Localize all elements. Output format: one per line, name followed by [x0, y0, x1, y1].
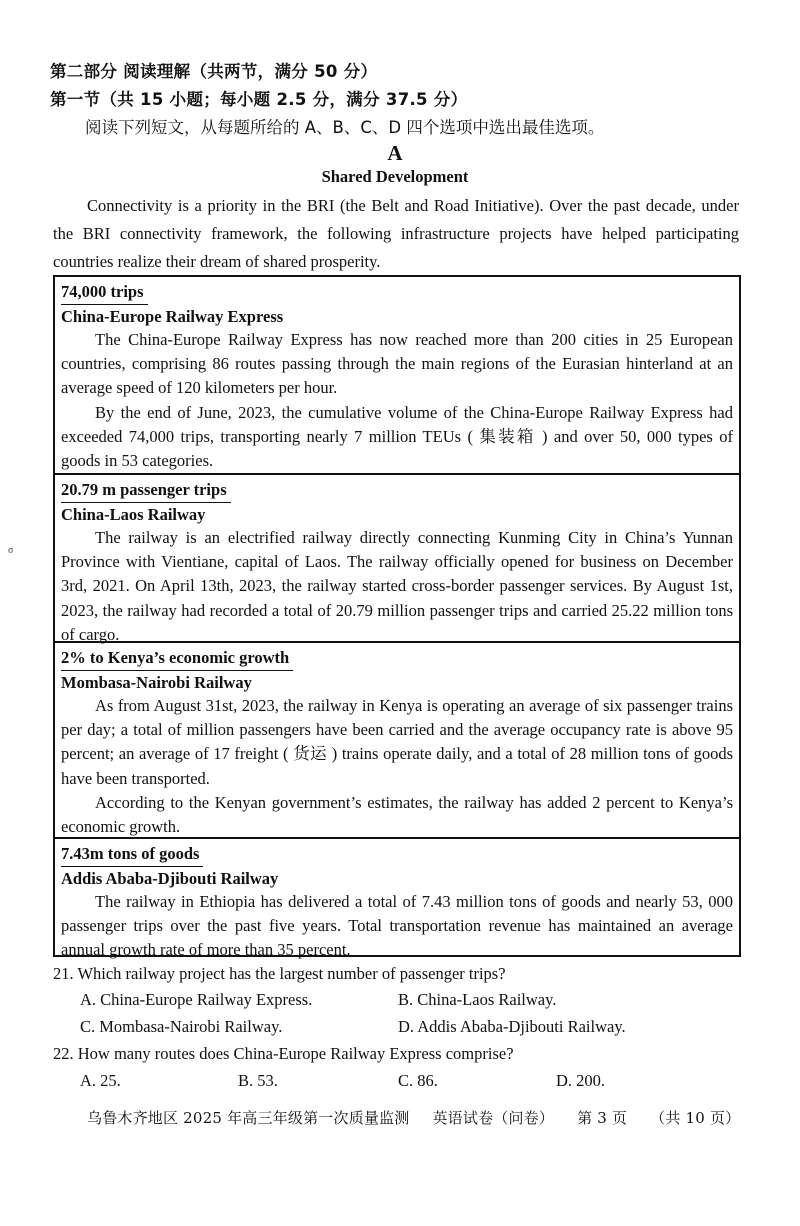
footer-paper: 英语试卷（问卷）	[432, 1109, 555, 1127]
section-addis-djibouti	[55, 837, 739, 960]
q21-option-d[interactable]: D. Addis Ababa-Djibouti Railway.	[398, 1017, 626, 1036]
section-tag: 2% to Kenya’s economic growth	[61, 646, 293, 671]
part-title: 第二部分 阅读理解（共两节，满分 50 分）	[50, 62, 378, 81]
section-title: 第一节（共 15 小题；每小题 2.5 分，满分 37.5 分）	[50, 90, 468, 109]
instruction: 阅读下列短文，从每题所给的 A、B、C、D 四个选项中选出最佳选项。	[85, 118, 605, 137]
section-paragraph: According to the Kenyan government’s estimates, the railway has added 2 percent to Kenya’s economic growth.	[61, 792, 733, 837]
question-text: Which railway project has the largest number of passenger trips?	[77, 964, 506, 983]
question-22	[53, 1044, 514, 1064]
q22-option-c[interactable]: C. 86.	[398, 1071, 438, 1090]
section-name: China-Europe Railway Express	[61, 307, 284, 326]
passage-title: Shared Development	[321, 167, 469, 186]
footer-exam-name: 乌鲁木齐地区 2025 年高三年级第一次质量监测	[87, 1109, 410, 1127]
footer-page: 第 3 页	[577, 1109, 628, 1127]
section-china-laos	[55, 473, 739, 644]
q22-option-b[interactable]: B. 53.	[238, 1071, 278, 1090]
section-china-europe	[55, 277, 739, 473]
question-text: How many routes does China-Europe Railway Express comprise?	[77, 1044, 514, 1063]
section-paragraph: The railway in Ethiopia has delivered a total of 7.43 million tons of goods and nearly 53, 000 passenger trips over the past five years. Total transportation revenue has maintained an average annual growth rate of more than 35 percent.	[61, 892, 733, 960]
info-box	[53, 275, 741, 960]
question-21	[53, 964, 506, 984]
passage-letter: A	[387, 141, 403, 165]
q21-option-a[interactable]: A. China-Europe Railway Express.	[80, 990, 313, 1009]
section-tag: 20.79 m passenger trips	[61, 478, 231, 503]
section-name: Addis Ababa-Djibouti Railway	[61, 869, 279, 888]
q21-option-b[interactable]: B. China-Laos Railway.	[398, 990, 557, 1009]
section-paragraph: By the end of June, 2023, the cumulative volume of the China-Europe Railway Express had exceeded 74,000 trips, transporting nearly 7 million TEUs ( 集装箱 ) and over 50, 000 types of goods in 53 categories.	[61, 402, 733, 471]
passage-intro: Connectivity is a priority in the BRI (the Belt and Road Initiative). Over the past decade, under the BRI connectivity framework, the following infrastructure projects have helped participating countries realize their dream of shared prosperity.	[53, 196, 739, 271]
q22-option-d[interactable]: D. 200.	[556, 1071, 606, 1090]
section-paragraph: As from August 31st, 2023, the railway in Kenya is operating an average of six passenger trains per day; a total of million passengers have been carried and the average occupancy rate is above 95 percent; an average of 17 freight ( 货运 ) trains operate daily, and a total of 28 million tons of goods have been transported.	[61, 696, 733, 788]
question-number: 22.	[53, 1044, 74, 1063]
footer-total: （共 10 页）	[650, 1109, 741, 1127]
question-number: 21.	[53, 964, 74, 983]
section-mombasa-nairobi	[55, 641, 739, 837]
page-footer	[87, 1107, 758, 1128]
section-paragraph: The railway is an electrified railway directly connecting Kunming City in China’s Yunnan Province with Vientiane, capital of Laos. The railway officially opened for business on December 3rd, 2021. On April 13th, 2023, the railway started cross-border passenger services. By August 1st, 2023, the railway had recorded a total of 20.79 million passenger trips and carried 25.22 million tons of cargo.	[61, 528, 733, 644]
section-name: China-Laos Railway	[61, 505, 206, 524]
margin-mark: σ	[8, 545, 14, 556]
section-tag: 74,000 trips	[61, 280, 148, 305]
q22-option-a[interactable]: A. 25.	[80, 1071, 121, 1090]
section-tag: 7.43m tons of goods	[61, 842, 203, 867]
section-name: Mombasa-Nairobi Railway	[61, 673, 252, 692]
q21-option-c[interactable]: C. Mombasa-Nairobi Railway.	[80, 1017, 283, 1036]
section-paragraph: The China-Europe Railway Express has now reached more than 200 cities in 25 European countries, comprising 86 routes passing through the main regions of the Eurasian hinterland at an average speed of 120 kilometers per hour.	[61, 330, 733, 398]
